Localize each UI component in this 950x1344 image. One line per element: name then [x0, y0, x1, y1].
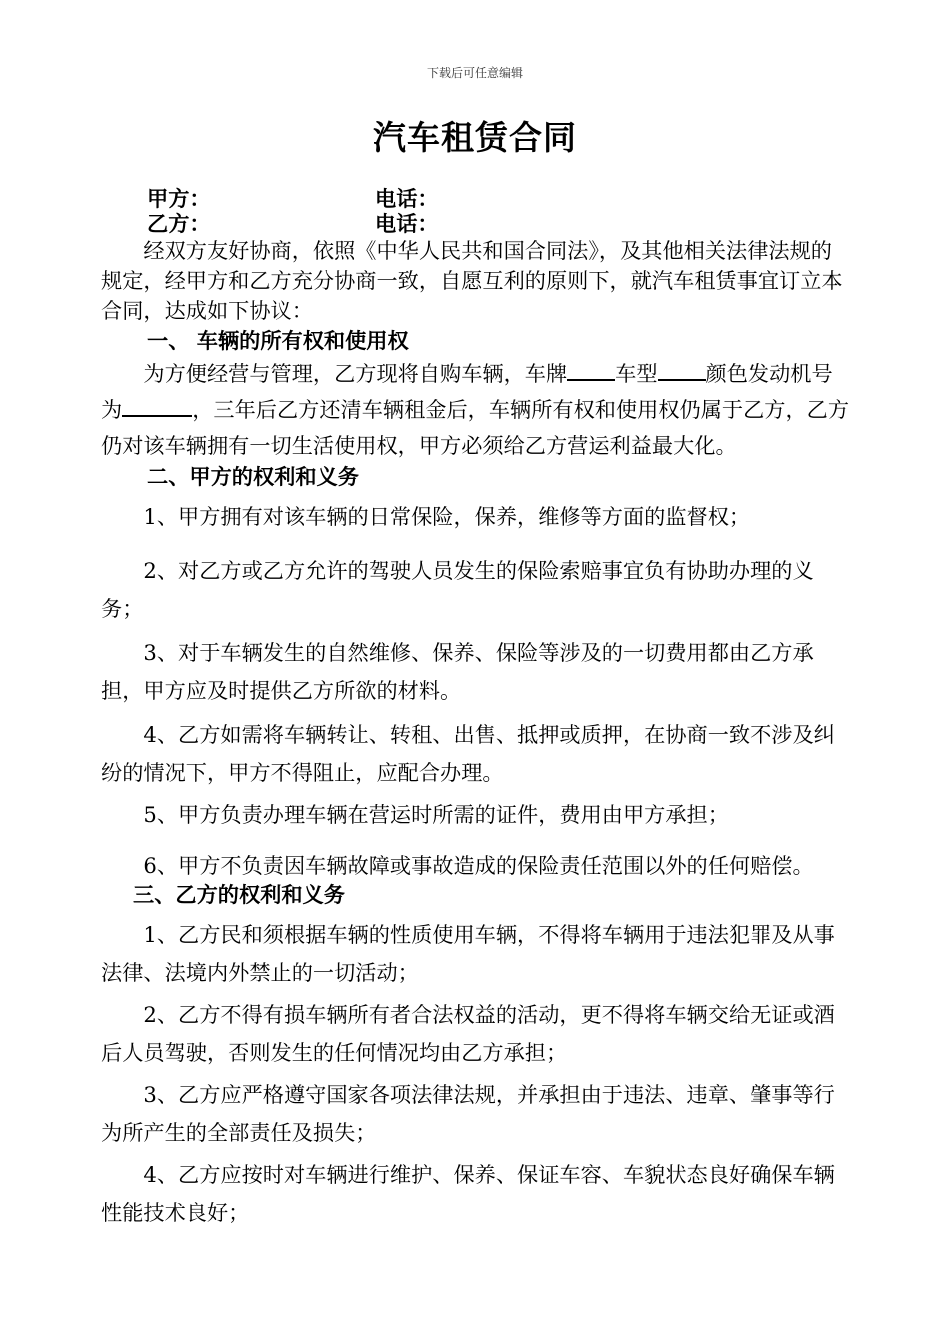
section-2-item: 2、对乙方或乙方允许的驾驶人员发生的保险索赔事宜负有协助办理的义务； — [101, 558, 814, 621]
section-3-item: 1、乙方民和须根据车辆的性质使用车辆，不得将车辆用于违法犯罪及从事法律、法境内外禁止的一切活动； — [101, 922, 835, 985]
parties-block — [101, 186, 851, 236]
section-2-item: 5、甲方负责办理车辆在营运时所需的证件，费用由甲方承担； — [143, 802, 729, 827]
model-blank — [658, 361, 706, 381]
section-2-item: 1、甲方拥有对该车辆的日常保险，保养，维修等方面的监督权； — [143, 504, 751, 529]
section-3-item: 3、乙方应严格遵守国家各项法律法规，并承担由于违法、违章、肇事等行为所产生的全部责任及损失； — [101, 1082, 835, 1145]
section-1-heading: 一、 车辆的所有权和使用权 — [147, 328, 409, 353]
section-1-text-a: 为方便经营与管理，乙方现将自购车辆，车牌 — [143, 361, 568, 386]
section-1-text-c: 颜色发动机号为 — [101, 361, 833, 422]
party-b-phone-label: 电话： — [375, 211, 439, 236]
engine-number-blank — [122, 397, 192, 417]
intro-paragraph: 经双方友好协商，依照《中华人民共和国合同法》，及其他相关法律法规的规定，经甲方和乙方充分协商一致，自愿互利的原则下，就汽车租赁事宜订立本合同，达成如下协议： — [101, 238, 843, 323]
section-3-heading: 三、乙方的权利和义务 — [133, 882, 345, 907]
plate-blank — [567, 361, 615, 381]
section-2-item: 6、甲方不负责因车辆故障或事故造成的保险责任范围以外的任何赔偿。 — [143, 853, 814, 878]
contract-body — [101, 186, 851, 1232]
section-1-text-b: 车型 — [615, 361, 658, 386]
section-1-paragraph — [101, 356, 851, 464]
section-2-heading: 二、甲方的权利和义务 — [147, 464, 359, 489]
party-b-label: 乙方： — [147, 211, 211, 236]
party-a-line — [147, 186, 851, 211]
party-a-phone-label: 电话： — [375, 186, 439, 211]
section-1-text-d: ，三年后乙方还清车辆租金后，车辆所有权和使用权仍属于乙方，乙方仍对该车辆拥有一切生活使用权，甲方必须给乙方营运利益最大化。 — [101, 397, 850, 458]
section-3-item: 2、乙方不得有损车辆所有者合法权益的活动，更不得将车辆交给无证或酒后人员驾驶，否则发生的任何情况均由乙方承担； — [101, 1002, 835, 1065]
section-2-item: 3、对于车辆发生的自然维修、保养、保险等涉及的一切费用都由乙方承担，甲方应及时提供乙方所欲的材料。 — [101, 640, 814, 703]
section-2-item: 4、乙方如需将车辆转让、转租、出售、抵押或质押，在协商一致不涉及纠纷的情况下，甲方不得阻止，应配合办理。 — [101, 722, 835, 785]
header-note: 下载后可任意编辑 — [426, 66, 523, 80]
section-3-item: 4、乙方应按时对车辆进行维护、保养、保证车容、车貌状态良好确保车辆性能技术良好； — [101, 1162, 835, 1225]
contract-title: 汽车租赁合同 — [373, 118, 577, 157]
party-b-line — [147, 211, 851, 236]
party-a-label: 甲方： — [147, 186, 211, 211]
